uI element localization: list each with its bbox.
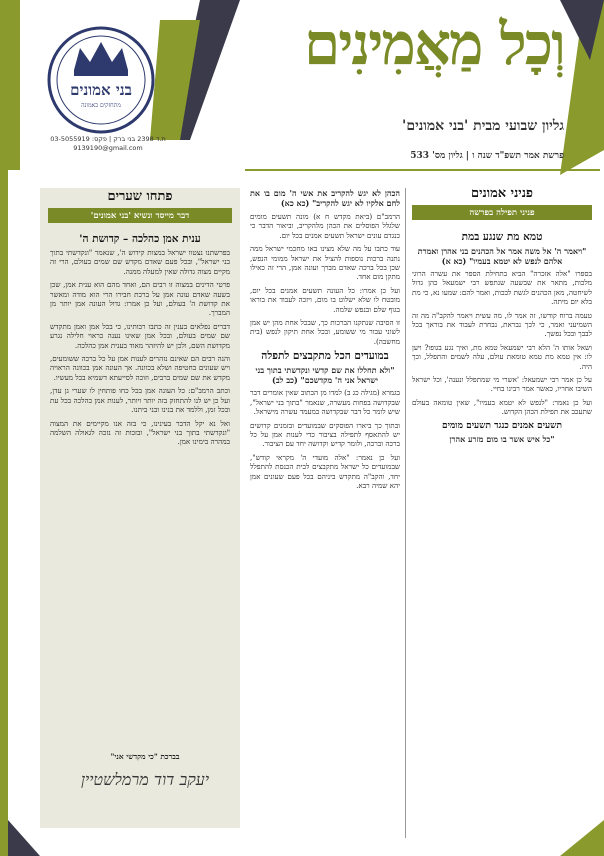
newsletter-title: וְכָל מַאֲמִינִים bbox=[304, 10, 564, 78]
right-section1-para: בספרו "אלה אזכרה" הביא בתחילת הספר את עשרה הרוגי מלכות, מתאר את שבשעה שנתפש רבי ישמעאל כהן גדול לשיחטה, מאן הכהנים לגשת לבכות, ואמר להם: שמעו נא, כי מת בלא יום מיתה. bbox=[412, 269, 592, 307]
middle-para: ועל כן אמרו: כל העונה תשעים אמנים בכל יום, מובטח לו שלא ישלוט בו מום, ויזכה לעבוד את בוראו בגוף שלם ובנפש שלמה. bbox=[250, 285, 400, 314]
logo-tagline: מתחזקים באמונה bbox=[81, 102, 121, 109]
decor-top-left-olive bbox=[0, 0, 20, 170]
middle-section-para: בגמרא (מגילה כג ב) למדו מן הכתוב שאין אומרים דבר שבקדושה בפחות מעשרה, שנאמר "בתוך בני ישראל", שיש לומר כל דבר שבקדושה במעמד עשרה מישראל. bbox=[250, 388, 400, 417]
logo-name: בני אמונים bbox=[70, 81, 132, 99]
left-column-title: פתחו שערים bbox=[107, 189, 173, 204]
left-para: דברים נפלאים בענין זה כתבו רבותינו, כי בכל אמן ואמן מתקדש שם שמים בעולם, ובכל אמן שאינו נענה כראוי חלילה נגרע מקדושת השם, ולכן יש להיזהר מאוד בענית אמן כהלכה. bbox=[50, 321, 230, 350]
middle-intro: הכהן לא יגש להקריב את אשי ה' מום בו את לחם אלקיו לא יגש להקריב" (כא כא) bbox=[250, 188, 400, 208]
left-para: בפרשתנו נצטוו ישראל במצות קידוש ה', שנאמר "ונקדשתי בתוך בני ישראל", ובכל פעם שאדם מקדש שם שמים בעולם, הרי זה מקיים מצוה גדולה שאין למעלה ממנה. bbox=[50, 248, 230, 276]
column-divider bbox=[405, 188, 406, 838]
left-column-header bbox=[48, 188, 232, 223]
middle-para: עוד כתבו על מה שלא מצינו באו מחכמי ישראל ממה נתנה ברכות נוספות להציל את ישראל ממומי הנפש, שכן בכל ברכה שאדם מברך ועונה אמן, הרי זה כאילו מתקן מום אחד. bbox=[250, 244, 400, 282]
decor-left-stripe bbox=[0, 170, 8, 856]
logo bbox=[46, 26, 156, 134]
crown-logo-icon bbox=[46, 26, 156, 134]
middle-column-body bbox=[250, 188, 400, 838]
left-column-subtitle: דבר מייסד ונשיא 'בני אמונים' bbox=[48, 208, 232, 223]
right-section2-title: תשעים אמנים כנגד תשעים מומים bbox=[442, 420, 562, 431]
right-column-body bbox=[412, 228, 592, 848]
left-signoff: בברכת "כי מקדשי אני" bbox=[110, 752, 180, 761]
contact-info bbox=[18, 135, 198, 153]
left-column-body bbox=[50, 230, 230, 750]
middle-para: הרמב"ם (ביאת מקדש ח א) מונה תשעים מומים שלגלל הפוסלים את הכהן מלהקריב, וביאור הדבר כי כנגדם עונים ישראל תשעים אמנים בכל יום. bbox=[250, 212, 400, 240]
middle-section-title: במועדים הכל מתקבצים לתפלה bbox=[261, 350, 389, 363]
right-section1-lead: "ויאמר ה' אל משה אמר אל הכהנים בני אהרן ואמרת אלהם לנפש לא יטמא בעמיו" (כא א) bbox=[417, 246, 587, 266]
left-section-title: ענית אמן כהלכה – קדושת ה' bbox=[79, 233, 201, 245]
middle-para: זו הסיבה שנתקנו הברכות כך, שבכל אחת מהן יש אמן לשוני עבור מי ששומע, ובכל אחת תיקון לנפש (בית מחשבה). bbox=[250, 318, 400, 346]
newsletter-subtitle: גליון שבועי מבית 'בני אמונים' bbox=[402, 118, 564, 134]
contact-email: 9139190@gmail.com bbox=[73, 144, 143, 152]
signature: יעקב דוד מרמלשטיין bbox=[80, 770, 210, 789]
decor-bottom-left-dark bbox=[8, 820, 40, 856]
middle-section-lead: "ולא תחללו את שם קדשי ונקדשתי בתוך בני ישראל אני ה' מקדשכם" (כב לב) bbox=[255, 365, 395, 386]
left-para: והנה רבים הם שאינם נזהרים לענות אמן על כל ברכה ששומעים, ויש שעונים בחטיפה ושלא בכוונה. אך העונה אמן בכוונה הראויה מקדש את שם שמים ברבים, וזוכה לסייעתא דשמיא בכל מעשיו. bbox=[50, 354, 230, 382]
contact-address: ת.ד 2398 בני ברק | פקס: 03-5055919 bbox=[50, 135, 166, 143]
right-section1-title: טמא מת שנגע במת bbox=[461, 231, 543, 243]
middle-section-para: ובתוך כך ביארו הפוסקים שבמועדים ובזמנים קדושים יש להתאסף לתפילה בציבור כדי לענות אמן על כל ברכה וברכה, ולומר קדיש וקדושה יחד עם הציבור. bbox=[250, 420, 400, 449]
right-section1-para: ועל כן נאמר: "לנפש לא יטמא בעמיו", שאין טומאה בעולם שתעכב את תפילת הכהן הקדוש. bbox=[412, 397, 592, 417]
right-section1-para: טעמה ברוח קודשו, זה אמר לו, מה עשית ויאמר להקב"ה מה זה השמיעני ואמר, כי לכך נבראת, נבחרת לעבוד את בוראך בכל לבבך ובכל נפשך. bbox=[412, 310, 592, 339]
right-column-header bbox=[412, 185, 592, 220]
right-section1-para: ושאל אותו ה' הלא רבי ישמעאל טמא מת, ואיך נגע בגופו? ויען לו: אין טמא מת טמא טומאת עולם, עלה לשמים והתפלל, וכך היה. bbox=[412, 342, 592, 371]
left-para: ואל נא יקל הדבר בעינינו, כי בזה אנו מקיימים את המצוה "ונקדשתי בתוך בני ישראל", ובזכות זה נזכה לגאולה השלמה במהרה בימינו אמן. bbox=[50, 418, 230, 447]
right-column-subtitle: פניני תפילה בפרשה bbox=[412, 205, 592, 220]
issue-line: פרשת אמר תשפ"ד שנה ו | גליון מס' 533 bbox=[410, 151, 564, 161]
right-section1-para: על כן אמר רבי ישמעאל: 'אשרי מי שמתפלל ונענה', וכל ישראל השיבו אחריו, כאשר אמר רבינו בחיי. bbox=[412, 375, 592, 394]
right-section2-lead: "כל איש אשר בו מום מזרע אהרן bbox=[449, 433, 555, 444]
right-column-title: פניני אמונים bbox=[471, 186, 533, 201]
left-para: פרטי הדינים במצוה זו רבים הם, ואחד מהם הוא ענית אמן, שכן בשעה שאדם עונה אמן על ברכת חבירו הרי הוא מודה ומאשר את קדושת ה' בעולם, ועל כן אמרו: גדול העונה אמן יותר מן המברך. bbox=[50, 280, 230, 318]
left-para: וכתב הרמב"ם: כל העונה אמן בכל כחו פותחין לו שערי גן עדן, ועל כן יש לנו להתחזק בזה יותר ויותר, לענות אמן כהלכה בכל עת ובכל זמן, וללמד את בנינו ובני ביתנו. bbox=[50, 386, 230, 415]
middle-section-para: ועל כן נאמר: "אלה מועדי ה' מקראי קודש", שבמועדים כל ישראל מתקבצים לבית הכנסת להתפלל יחד, והקב"ה מתקדש ביניהם בכל פעם שעונים אמן יהא שמיה רבא. bbox=[250, 452, 400, 490]
